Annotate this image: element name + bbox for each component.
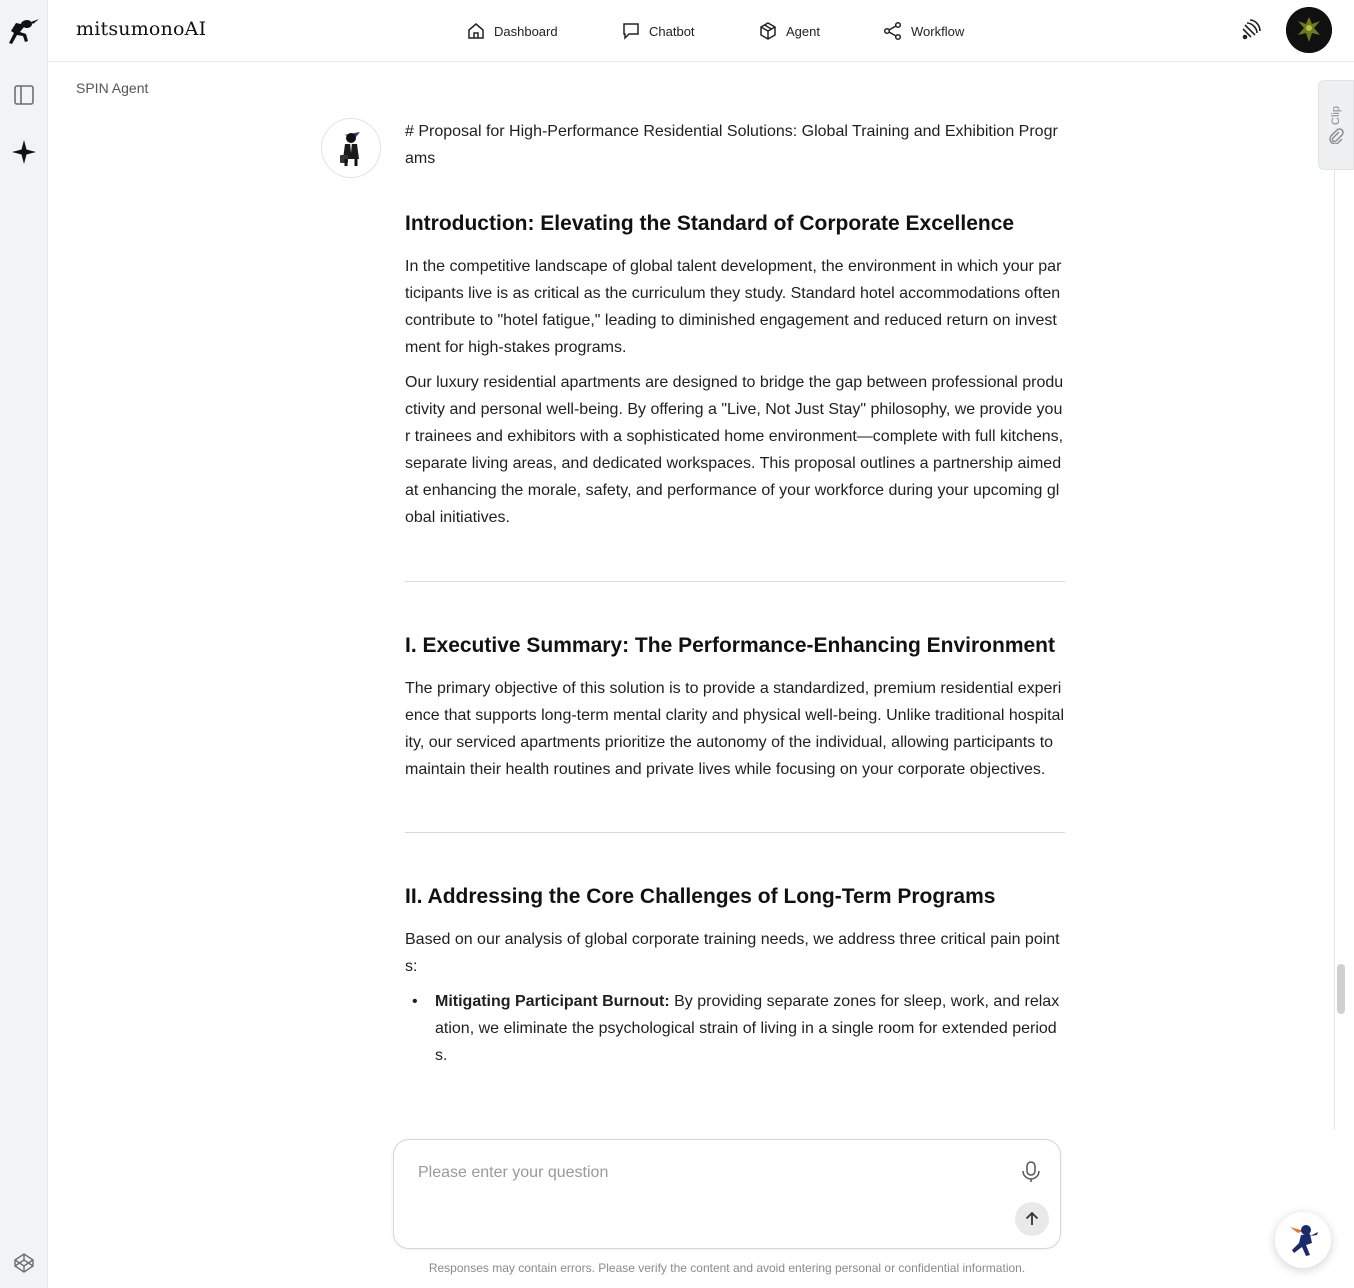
nav-label: Agent <box>786 23 820 39</box>
clip-tab[interactable] <box>1318 80 1354 170</box>
nav-dashboard[interactable] <box>466 0 558 62</box>
chat-bubble-icon <box>621 21 641 41</box>
clip-label: Clip <box>1330 105 1342 125</box>
section-2-paragraph: Based on our analysis of global corporate training needs, we address three critical pain points: <box>405 931 1060 975</box>
ninja-mascot-icon <box>1284 1221 1322 1259</box>
share-nodes-icon <box>883 21 903 41</box>
assistant-launcher-button[interactable] <box>1275 1212 1331 1268</box>
arrow-up-icon <box>1023 1210 1041 1228</box>
send-button[interactable] <box>1015 1202 1049 1236</box>
nav-agent[interactable] <box>758 0 820 62</box>
agent-message <box>405 118 1065 1140</box>
brand-name[interactable]: mitsumonoAI <box>76 18 207 40</box>
section-1-heading: I. Executive Summary: The Performance-Enhancing Environment <box>405 634 1056 657</box>
nav-workflow[interactable] <box>883 0 964 62</box>
intro-paragraph-1: In the competitive landscape of global talent development, the environment in which your participants live is as critical as the curriculum they study. Standard hotel accommodations often contribute to "hotel fatigue," leading to diminished engagement and reduced return on investment for high-stakes programs. <box>405 258 1062 356</box>
ninja-logo-icon[interactable] <box>0 16 48 52</box>
sparkle-icon[interactable] <box>0 139 48 165</box>
pain-points-list <box>405 988 1065 1069</box>
chat-composer <box>393 1139 1061 1249</box>
nav-chatbot[interactable] <box>621 0 695 62</box>
breadcrumb[interactable]: SPIN Agent <box>76 80 149 96</box>
codepen-icon[interactable] <box>0 1252 48 1274</box>
nav-label: Dashboard <box>494 23 558 39</box>
nav-label: Workflow <box>911 23 965 39</box>
cube-icon <box>758 21 778 41</box>
scrollbar-track[interactable] <box>1334 170 1335 1130</box>
document-title: # Proposal for High-Performance Residential Solutions: Global Training and Exhibition Programs <box>405 123 1058 167</box>
top-bar <box>48 0 1354 62</box>
paperclip-icon <box>1328 128 1344 144</box>
section-1-paragraph: The primary objective of this solution is to provide a standardized, premium residential experience that supports long-term mental clarity and physical well-being. Unlike traditional hospitality, our serviced apartments prioritize the autonomy of the individual, allowing participants to maintain their health routines and private lives while focusing on your corporate objectives. <box>405 680 1064 778</box>
disclaimer-text: Responses may contain errors. Please verify the content and avoid entering personal or confidential information. <box>428 1261 1026 1275</box>
nav-label: Chatbot <box>649 23 695 39</box>
section-divider <box>405 581 1065 582</box>
broadcast-icon[interactable] <box>1239 17 1263 48</box>
section-2-heading: II. Addressing the Core Challenges of Long-Term Programs <box>405 885 996 908</box>
intro-paragraph-2: Our luxury residential apartments are designed to bridge the gap between professional productivity and personal well-being. By offering a "Live, Not Just Stay" philosophy, we provide your trainees and exhibitors with a sophisticated home environment—complete with full kitchens, separate living areas, and dedicated workspaces. This proposal outlines a partnership aimed at enhancing the morale, safety, and performance of your workforce during your upcoming global initiatives. <box>405 374 1064 526</box>
list-item-text: By providing separate zones for sleep, work, and relaxation, we eliminate the psychological strain of living in a single room for extended periods. <box>435 993 1060 1064</box>
section-divider <box>405 832 1065 833</box>
intro-heading: Introduction: Elevating the Standard of Corporate Excellence <box>405 212 1015 235</box>
user-avatar[interactable] <box>1286 7 1332 53</box>
microphone-icon[interactable] <box>1020 1160 1042 1189</box>
list-item <box>405 988 1065 1069</box>
list-item-title: Mitigating Participant Burnout: <box>435 993 670 1010</box>
question-input[interactable] <box>418 1160 978 1186</box>
left-rail <box>0 0 48 1288</box>
home-icon <box>466 21 486 41</box>
agent-avatar <box>321 118 381 178</box>
scrollbar-thumb[interactable] <box>1337 964 1345 1014</box>
sidebar-toggle-icon[interactable] <box>0 84 48 106</box>
